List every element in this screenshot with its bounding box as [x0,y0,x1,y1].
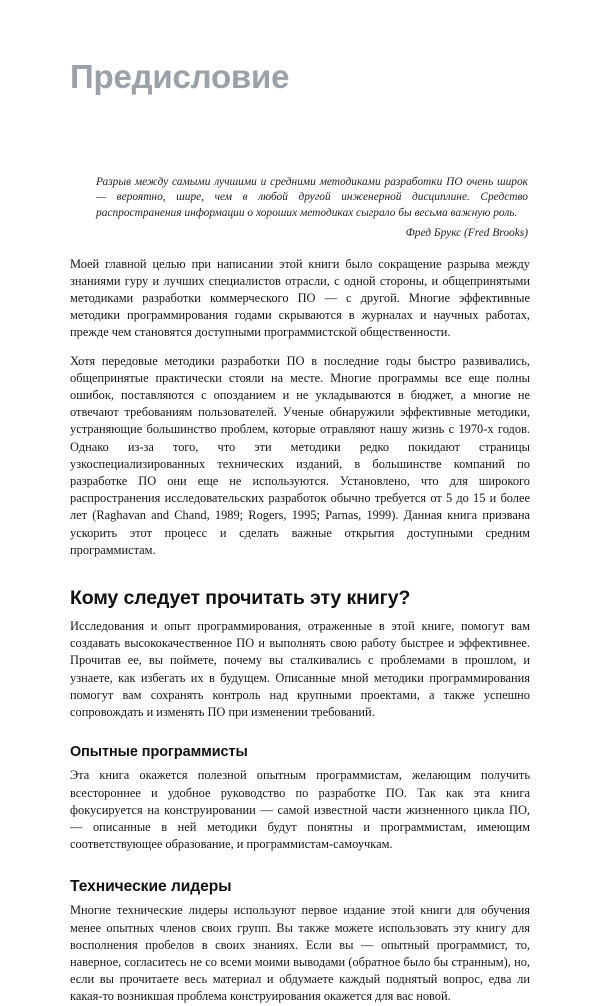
section-heading: Кому следует прочитать эту книгу? [70,587,411,610]
section-who-should-read [70,559,530,721]
body-paragraph: Исследования и опыт программирования, отраженные в этой книге, помогут вам создавать высококачественное ПО и выполнять свою работу быстрее и эффективнее. Прочитав ее, вы поймете, почему вы сталкивались с проблемами в прошлом, и узнаете, как избегать их в будущем. Описанные мной методики программирования помогут вам сохранять контроль над крупными проектами, а также успешно сопровождать и изменять ПО при изменении требований. [70,619,530,720]
body-paragraph: Моей главной целью при написании этой книги было сокращение разрыва между знаниями гуру и лучших специалистов отрасли, с одной стороны, и общепринятыми методиками разработки коммерческого ПО — с другой. Многие эффективные методики программирования годами скрываются в журналах и научных работах, прежде чем становятся доступными программистской общественности. [70,256,530,340]
page-title: Предисловие [70,58,290,95]
page-content-column [70,0,530,1006]
epigraph-block [70,96,530,242]
body-paragraph: Хотя передовые методики разработки ПО в последние годы быстро развивались, общепринятые практически стояли на месте. Многие программы все еще полны ошибок, поставляются с опозданием и не укладываются в бюджет, а многие не отвечают требованиям пользователей. Ученые обнаружили эффективные методики, устраняющие большинство проблем, которые отравляют нашу жизнь с 1970-х годов. Однако из-за того, что эти методики редко покидают страницы узкоспециализированных технических изданий, в большинстве компаний по разработке ПО они еще не используются. Установлено, что для широкого распространения исследовательских разработок обычно требуется от 5 до 15 и более лет (Raghavan and Chand, 1989; Rogers, 1995; Parnas, 1999). Данная книга призвана ускорить этот процесс и сделать важные открытия доступными средним программистам. [70,353,530,557]
subsection-heading: Технические лидеры [70,878,232,896]
body-paragraph: Эта книга окажется полезной опытным программистам, желающим получить всестороннее и удобное руководство по разработке ПО. Так как эта книга фокусируется на конструировании — самой известной части жизненного цикла ПО, — описанные в ней методики будут понятны и программистам, имеющим соответствующее образование, и программистам-самоучкам. [70,768,530,852]
subsection-heading: Опытные программисты [70,744,248,761]
body-paragraph: Многие технические лидеры используют первое издание этой книги для обучения менее опытных членов своих групп. Вы также можете использовать эту книгу для восполнения пробелов в своих знаниях. Если вы — опытный программист, то, наверное, согласитесь не со всеми моими выводами (обратное было бы странным), но, если вы прочитаете весь материал и обдумаете каждый поднятый вопрос, едва ли какая-то возникшая проблема конструирования окажется для вас новой. [70,903,530,1004]
section-experienced-programmers [70,721,530,853]
epigraph-attribution: Фред Брукс (Fred Brooks) [405,227,528,240]
section-technical-leads [70,853,530,1005]
intro-paragraphs [70,242,530,559]
epigraph-text: Разрыв между самыми лучшими и средними методиками разработки ПО очень широк — вероятно, шире, чем в любой другой инженерной дисциплине. Средство распространения информации о хороших методиках сыграло бы весьма важную роль. [96,176,528,219]
